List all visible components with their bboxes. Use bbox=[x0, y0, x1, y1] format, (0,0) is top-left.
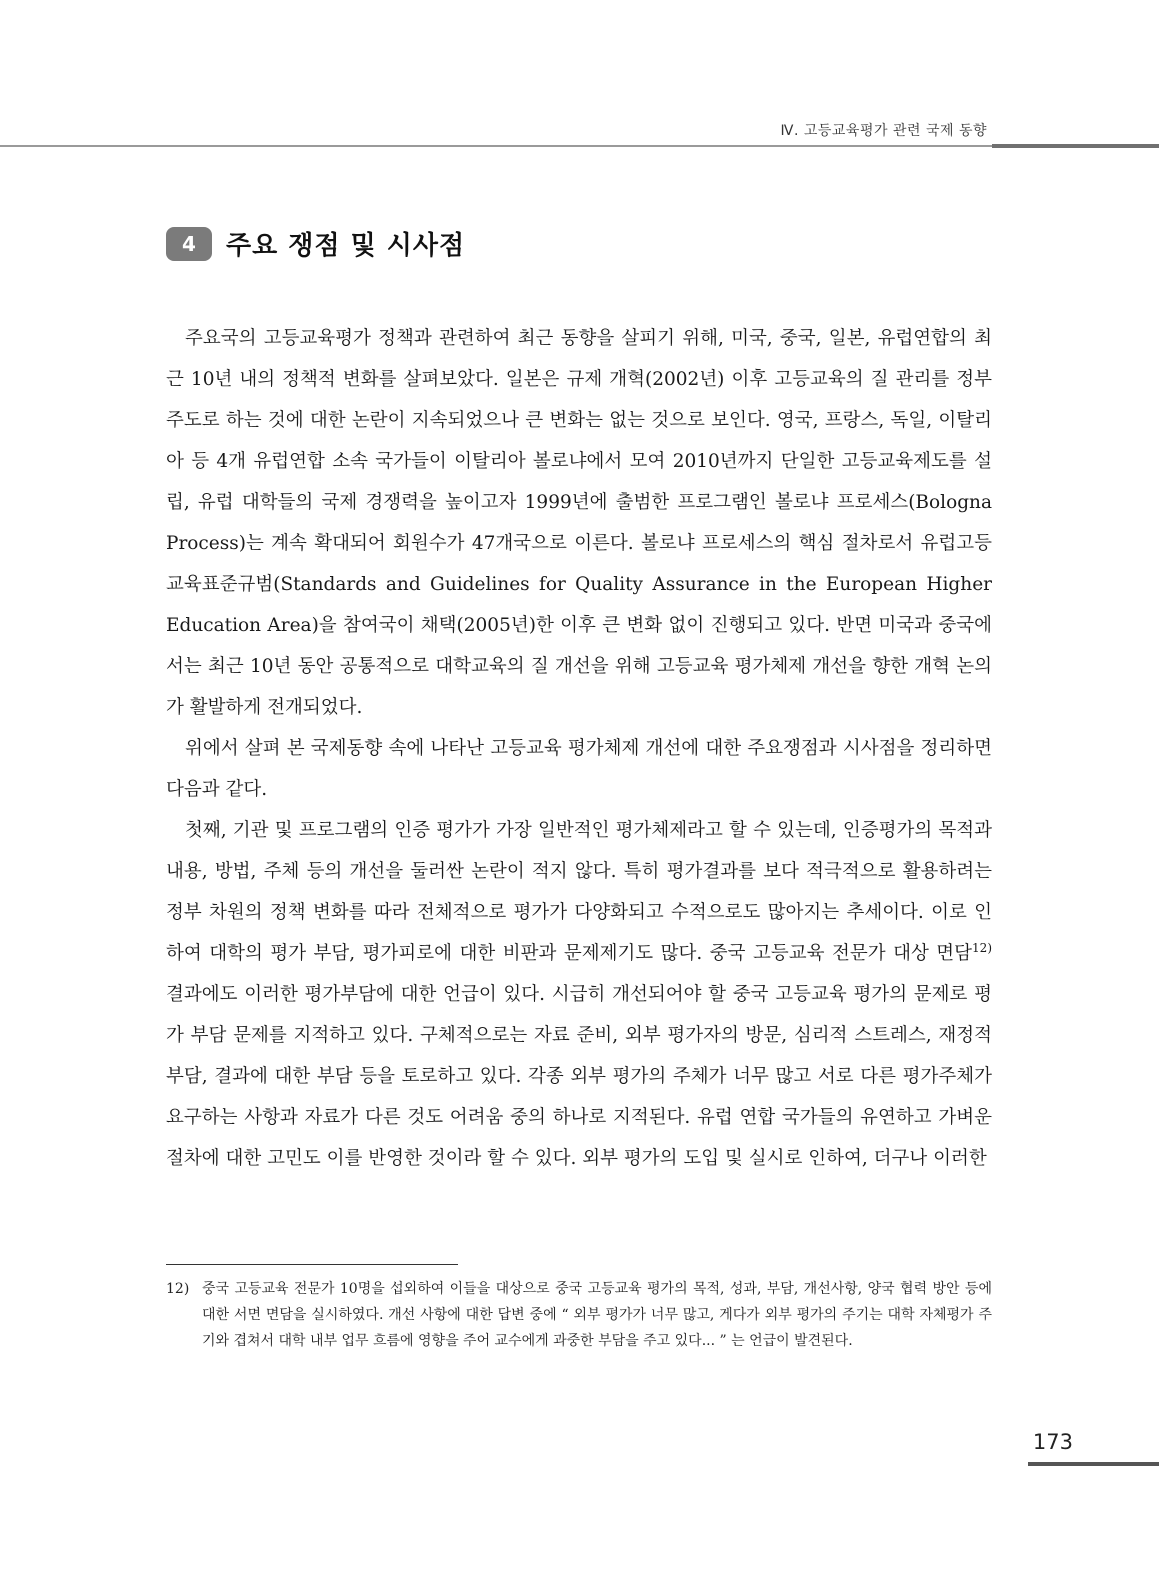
page-number-rule bbox=[1028, 1462, 1159, 1466]
paragraph-2: 위에서 살펴 본 국제동향 속에 나타난 고등교육 평가체제 개선에 대한 주요쟁점과 시사점을 정리하면 다음과 같다. bbox=[166, 738, 992, 800]
running-header: Ⅳ. 고등교육평가 관련 국제 동향 bbox=[780, 123, 987, 139]
paragraph-3-text-b: 결과에도 이러한 평가부담에 대한 언급이 있다. 시급히 개선되어야 할 중국 고등교육 평가의 문제로 평가 부담 문제를 지적하고 있다. 구체적으로는 자료 준비, 외부 평가자의 방문, 심리적 스트레스, 재정적 부담, 결과에 대한 부담 등을 토로하고 있다. 각종 외부 평가의 주체가 너무 많고 서로 다른 평가주체가 요구하는 사항과 자료가 다른 것도 어려움 중의 하나로 지적된다. 유럽 연합 국가들의 유연하고 가벼운 절차에 대한 고민도 이를 반영한 것이라 할 수 있다. 외부 평가의 도입 및 실시로 인하여, 더구나 이러한 bbox=[166, 984, 992, 1169]
paragraph-1: 주요국의 고등교육평가 정책과 관련하여 최근 동향을 살피기 위해, 미국, 중국, 일본, 유럽연합의 최근 10년 내의 정책적 변화를 살펴보았다. 일본은 규제 개혁(2002년) 이후 고등교육의 질 관리를 정부 주도로 하는 것에 대한 논란이 지속되었으나 큰 변화는 없는 것으로 보인다. 영국, 프랑스, 독일, 이탈리아 등 4개 유럽연합 소속 국가들이 이탈리아 볼로냐에서 모여 2010년까지 단일한 고등교육제도를 설립, 유럽 대학들의 국제 경쟁력을 높이고자 1999년에 출범한 프로그램인 볼로냐 프로세스(Bologna Process)는 계속 확대되어 회원수가 47개국으로 이른다. 볼로냐 프로세스의 핵심 절차로서 유럽고등교육표준규범(Standards and Guidelines for Quality Assurance in the European Higher Education Area)을 참여국이 채택(2005년)한 이후 큰 변화 없이 진행되고 있다. 반면 미국과 중국에서는 최근 10년 동안 공통적으로 대학교육의 질 개선을 위해 고등교육 평가체제 개선을 향한 개혁 논의가 활발하게 전개되었다. bbox=[166, 328, 992, 718]
header-rule bbox=[0, 145, 992, 147]
footnote-12 bbox=[166, 1276, 992, 1354]
footnote-text: 중국 고등교육 전문가 10명을 섭외하여 이들을 대상으로 중국 고등교육 평가의 목적, 성과, 부담, 개선사항, 양국 협력 방안 등에 대한 서면 면담을 실시하였다. 개선 사항에 대한 답변 중에 “ 외부 평가가 너무 많고, 게다가 외부 평가의 주기는 대학 자체평가 주기와 겹쳐서 대학 내부 업무 흐름에 영향을 주어 교수에게 과중한 부담을 주고 있다... ” 는 언급이 발견된다. bbox=[202, 1281, 992, 1349]
paragraph-3 bbox=[166, 810, 992, 1179]
section-number-badge: 4 bbox=[166, 227, 212, 261]
page-number: 173 bbox=[1032, 1430, 1073, 1454]
body-text bbox=[166, 318, 992, 1179]
header-rule-accent bbox=[992, 144, 1159, 148]
paragraph-3-text-a: 첫째, 기관 및 프로그램의 인증 평가가 가장 일반적인 평가체제라고 할 수 있는데, 인증평가의 목적과 내용, 방법, 주체 등의 개선을 둘러싼 논란이 적지 않다. 특히 평가결과를 보다 적극적으로 활용하려는 정부 차원의 정책 변화를 따라 전체적으로 평가가 다양화되고 수적으로도 많아지는 추세이다. 이로 인하여 대학의 평가 부담, 평가피로에 대한 비판과 문제제기도 많다. 중국 고등교육 전문가 대상 면담 bbox=[166, 820, 992, 964]
footnote-ref-12[interactable]: 12) bbox=[972, 941, 992, 955]
footnote-rule bbox=[166, 1264, 458, 1265]
section-heading bbox=[166, 225, 465, 262]
section-title: 주요 쟁점 및 시사점 bbox=[226, 231, 466, 261]
footnote-number: 12) bbox=[166, 1281, 190, 1297]
